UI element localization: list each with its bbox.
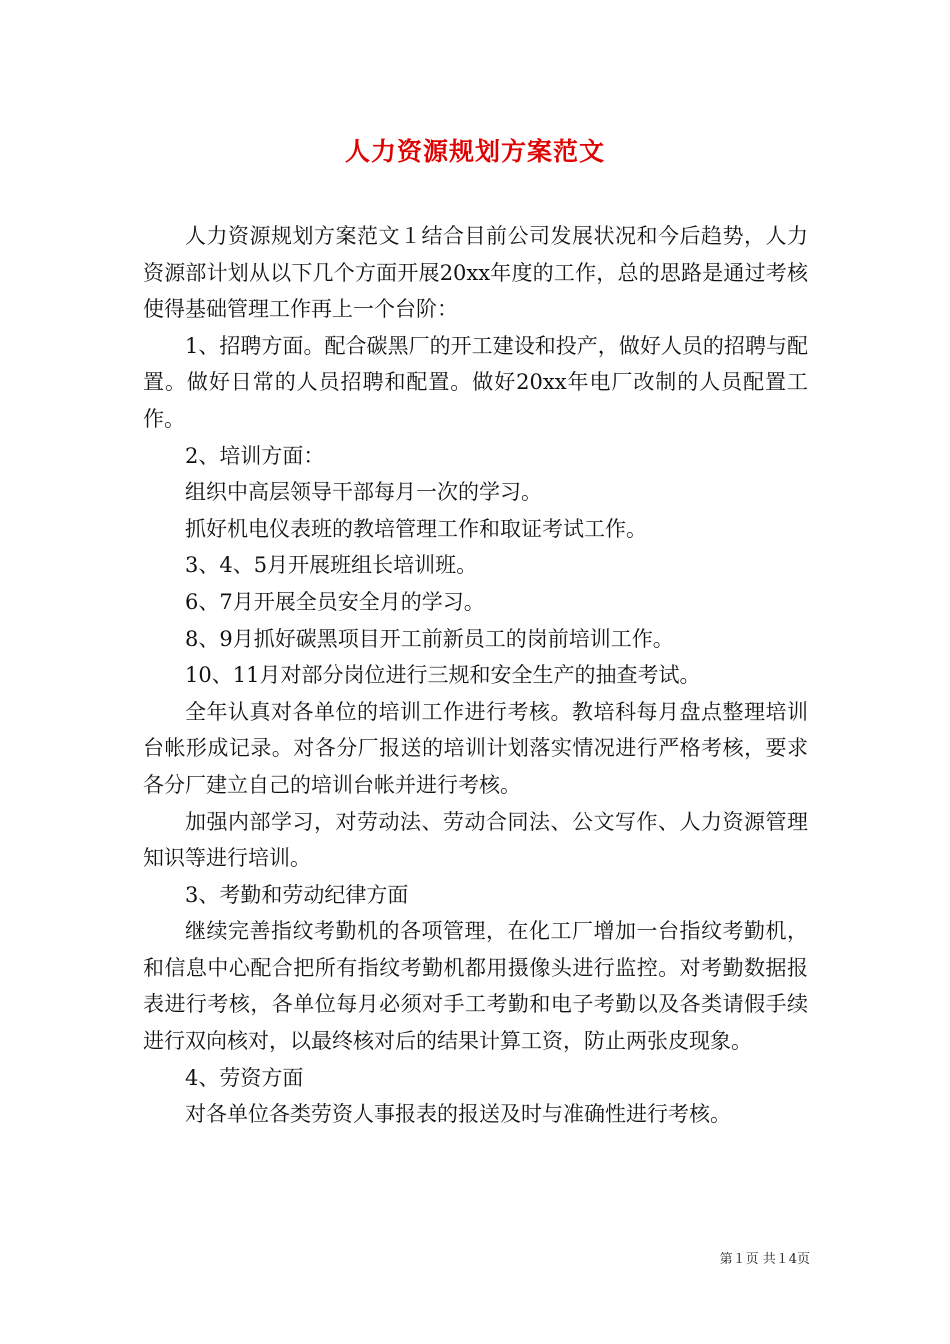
paragraph: 继续完善指纹考勤机的各项管理，在化工厂增加一台指纹考勤机，和信息中心配合把所有指纹考勤机都用摄像头进行监控。对考勤数据报表进行考核，各单位每月必须对手工考勤和电子考勤以及各类请假手续进行双向核对，以最终核对后的结果计算工资，防止两张皮现象。 bbox=[143, 919, 808, 1054]
document-title: 人力资源规划方案范文 bbox=[344, 137, 605, 166]
paragraph: 加强内部学习，对劳动法、劳动合同法、公文写作、人力资源管理知识等进行培训。 bbox=[143, 809, 808, 871]
paragraph: 1、招聘方面。配合碳黑厂的开工建设和投产，做好人员的招聘与配置。做好日常的人员招聘和配置。做好20xx年电厂改制的人员配置工作。 bbox=[143, 333, 808, 431]
page-number: 第１页 共１4页 bbox=[719, 1252, 810, 1267]
paragraph: 人力资源规划方案范文１结合目前公司发展状况和今后趋势，人力资源部计划从以下几个方面开展20xx年度的工作，总的思路是通过考核使得基础管理工作再上一个台阶： bbox=[143, 224, 808, 322]
paragraph: 8、9月抓好碳黑项目开工前新员工的岗前培训工作。 bbox=[185, 626, 674, 651]
paragraph: 抓好机电仪表班的教培管理工作和取证考试工作。 bbox=[185, 516, 647, 541]
paragraph: 10、11月对部分岗位进行三规和安全生产的抽查考试。 bbox=[185, 663, 701, 688]
paragraph: 组织中高层领导干部每月一次的学习。 bbox=[185, 480, 542, 505]
paragraph: 全年认真对各单位的培训工作进行考核。教培科每月盘点整理培训台帐形成记录。对各分厂报送的培训计划落实情况进行严格考核，要求各分厂建立自己的培训台帐并进行考核。 bbox=[143, 699, 808, 797]
paragraph: 对各单位各类劳资人事报表的报送及时与准确性进行考核。 bbox=[185, 1102, 731, 1127]
paragraph: 2、培训方面： bbox=[185, 443, 325, 468]
paragraph: 4、劳资方面 bbox=[185, 1065, 304, 1090]
paragraph: 3、考勤和劳动纪律方面 bbox=[185, 882, 409, 907]
document-body bbox=[143, 218, 808, 1133]
paragraph: 3、4、5月开展班组长培训班。 bbox=[185, 553, 478, 578]
paragraph: 6、7月开展全员安全月的学习。 bbox=[185, 589, 485, 614]
